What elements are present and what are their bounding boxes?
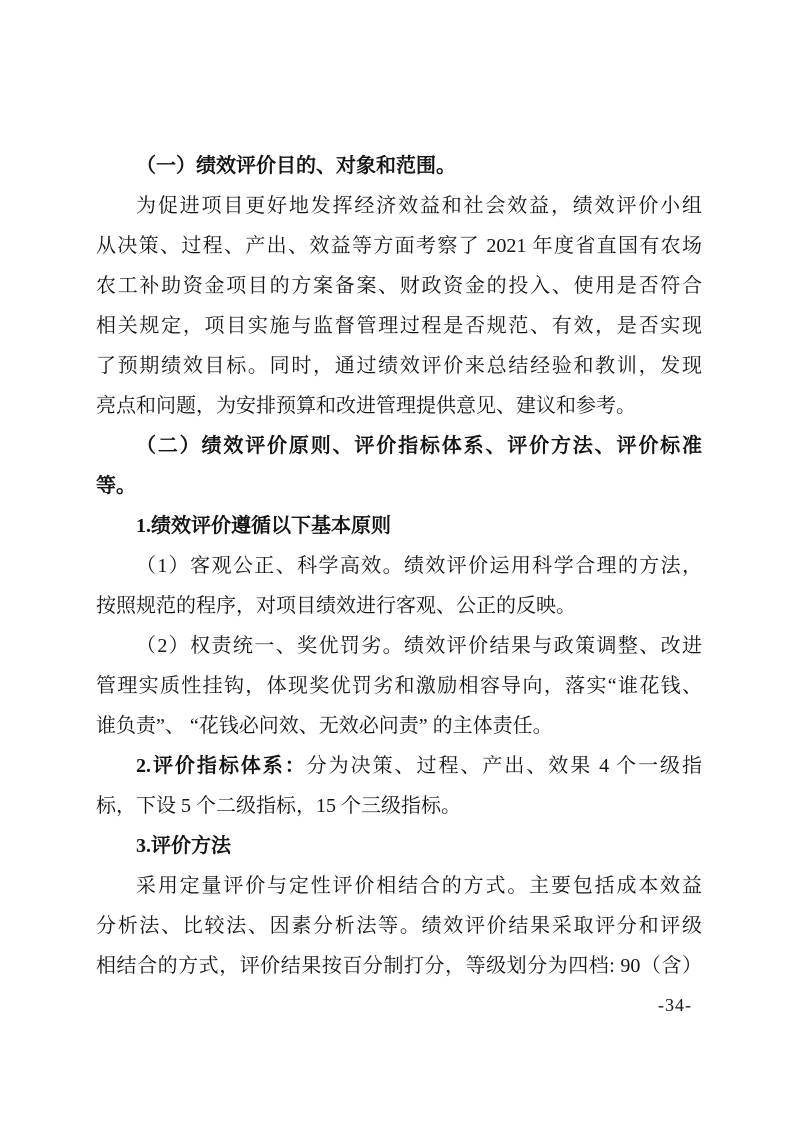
document-content — [96, 146, 702, 986]
paragraph-line: 采用定量评价与定性评价相结合的方式。主要包括成本效益 — [136, 875, 702, 897]
page-number: -34- — [658, 995, 692, 1015]
paragraph-line: 标，下设 5 个二级指标，15 个三级指标。 — [96, 795, 461, 817]
paragraph-line: 了预期绩效目标。同时，通过绩效评价来总结经验和教训，发现 — [96, 355, 702, 377]
paragraph-line: （2）权责统一、奖优罚劣。绩效评价结果与政策调整、改进 — [136, 635, 702, 657]
paragraph-line: 相关规定，项目实施与监督管理过程是否规范、有效，是否实现 — [96, 315, 702, 337]
paragraph-line: 谁负责”、 “花钱必问效、无效必问责” 的主体责任。 — [96, 715, 553, 737]
paragraph-line: 分析法、比较法、因素分析法等。绩效评价结果采取评分和评级 — [96, 915, 702, 937]
paragraph-line: 管理实质性挂钩，体现奖优罚劣和激励相容导向，落实“谁花钱、 — [96, 675, 702, 697]
paragraph-line: （1）客观公正、科学高效。绩效评价运用科学合理的方法， — [136, 555, 702, 577]
section-heading-2-line-1: （二）绩效评价原则、评价指标体系、评价方法、评价标准 — [136, 435, 702, 457]
paragraph-line: 相结合的方式，评价结果按百分制打分，等级划分为四档: 90（含） — [96, 955, 702, 977]
paragraph-line: 为促进项目更好地发挥经济效益和社会效益，绩效评价小组 — [136, 195, 702, 217]
paragraph-line: 亮点和问题，为安排预算和改进管理提供意见、建议和参考。 — [96, 395, 636, 417]
section-heading-2-line-2: 等。 — [96, 475, 136, 497]
indicator-system-lead: 2.评价指标体系： — [136, 755, 307, 777]
indicator-system-text: 分为决策、过程、产出、效果 4 个一级指 — [306, 755, 702, 777]
paragraph-line: 从决策、过程、产出、效益等方面考察了 2021 年度省直国有农场 — [96, 235, 702, 257]
paragraph-line: 按照规范的程序，对项目绩效进行客观、公正的反映。 — [96, 595, 576, 617]
paragraph-indicator-system — [96, 746, 702, 786]
heading-basic-principles: 1.绩效评价遵循以下基本原则 — [136, 515, 391, 537]
paragraph-line: 农工补助资金项目的方案备案、财政资金的投入、使用是否符合 — [96, 275, 702, 297]
heading-evaluation-method: 3.评价方法 — [136, 835, 231, 857]
section-heading-1: （一）绩效评价目的、对象和范围。 — [136, 155, 456, 177]
